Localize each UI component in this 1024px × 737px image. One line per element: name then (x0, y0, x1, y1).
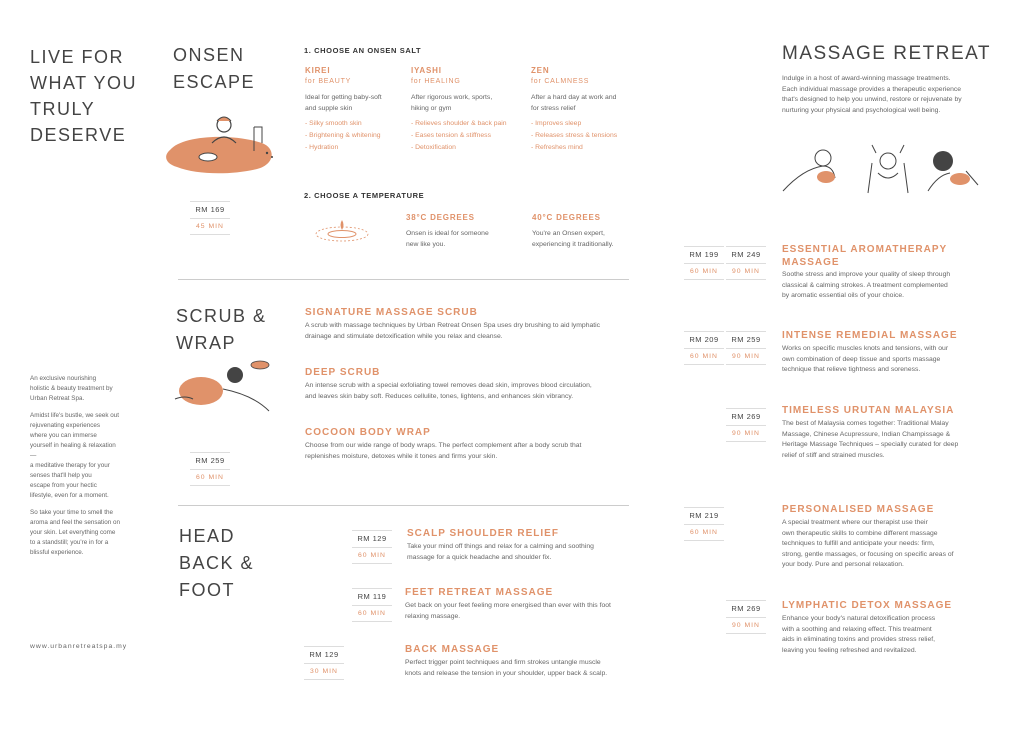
massage-figure-2 (868, 145, 908, 193)
step2-label: 2. CHOOSE A TEMPERATURE (304, 191, 425, 200)
scrub-price: RM 259 (190, 452, 230, 470)
massage-price-box: RM 269 90 MIN (726, 600, 766, 634)
head-price-box-scalp: RM 129 60 MIN (352, 530, 392, 564)
intro-paragraph-3: So take your time to smell the aroma and feel the sensation on your skin. Let everything come to a standstill; you're in for a blissful experience. (30, 509, 120, 556)
head-price-box-feet: RM 119 60 MIN (352, 588, 392, 622)
onsen-duration: 45 MIN (190, 219, 230, 235)
temp-38[interactable]: 38°C DEGREES Onsen is ideal for someone new like you. (406, 213, 489, 248)
scrub-item-signature[interactable]: SIGNATURE MASSAGE SCRUB A scrub with massage techniques by Urban Retreat Onsen Spa uses dry brushing to aid lymphatic drainage and stimulate detoxification while you relax and cleanse. (305, 307, 601, 340)
massage-item-lymphatic[interactable]: LYMPHATIC DETOX MASSAGE Enhance your body's natural detoxification process with a soothing and relaxing effect. This treatment aids in eliminating toxins and provides stress relief, leaving you feeling refreshed and revitalized. (782, 600, 953, 654)
website-link[interactable]: www.urbanretreatspa.my (30, 643, 128, 650)
massage-price-box: RM 219 60 MIN (684, 507, 724, 541)
massage-price-box: RM 259 90 MIN (726, 331, 766, 365)
scrub-illustration (165, 355, 275, 425)
massage-item-personalised[interactable]: PERSONALISED MASSAGE A special treatment where our therapist use their own therapeutic skills to combine different massage techniques to fulfill and anticipate your needs: firm, strong, gentle massages, or focusing on specific areas of your body. Pure and personal relaxation. (782, 504, 954, 568)
massage-price-box: RM 249 90 MIN (726, 246, 766, 280)
head-item-back[interactable]: BACK MASSAGE Perfect trigger point techniques and firm strokes untangle muscle knots and release the tension in your shoulder, upper back & scalp. (405, 644, 608, 677)
massage-figure-3 (928, 151, 978, 191)
massage-intro: Indulge in a host of award-winning massage treatments. Each individual massage provides a therapeutic experience that's designed to help you unwind, restore or rejuvenate by nurturing your physical and psychological well being. (782, 75, 962, 114)
massage-item-remedial[interactable]: INTENSE REMEDIAL MASSAGE Works on specific muscles knots and tensions, with our own combination of deep tissue and sports massage technique that relieve tightness and soreness. (782, 330, 958, 373)
intro-text (30, 374, 140, 558)
intro-paragraph-2: Amidst life's bustle, we seek out rejuvenating experiences where you can immerse yourself in healing & relaxation — a meditative therapy for your senses that'll help you escape from your hectic lifestyle, even for a moment. (30, 412, 120, 499)
scrub-title: SCRUB & WRAP (176, 306, 267, 353)
candle-icon (312, 212, 372, 246)
scrub-price-box (190, 452, 230, 486)
massage-price-box: RM 199 60 MIN (684, 246, 724, 280)
head-item-feet[interactable]: FEET RETREAT MASSAGE Get back on your feet feeling more energised than ever with this foot relaxing massage. (405, 587, 611, 620)
salt-iyashi[interactable]: IYASHI for HEALING After rigorous work, sports, hiking or gym - Relieves shoulder & back pain - Eases tension & stiffness - Detoxification (411, 66, 507, 151)
massage-price-box: RM 269 90 MIN (726, 408, 766, 442)
massage-figure-1 (783, 150, 835, 191)
head-item-scalp[interactable]: SCALP SHOULDER RELIEF Take your mind off things and relax for a calming and soothing massage for a quick headache and shoulder fix. (407, 528, 594, 561)
step1-label: 1. CHOOSE AN ONSEN SALT (304, 46, 422, 55)
salt-kirei[interactable]: KIREI for BEAUTY Ideal for getting baby-soft and supple skin - Silky smooth skin - Brightening & whitening - Hydration (305, 66, 382, 151)
tagline: LIVE FOR WHAT YOU TRULY DESERVE (30, 47, 138, 145)
divider (178, 279, 629, 280)
massage-item-urutan[interactable]: TIMELESS URUTAN MALAYSIA The best of Malaysia comes together: Traditional Malay Massage, Chinese Acupressure, Indian Champissage & Heritage Massage Techniques – specially curated for deep relief of stiff and strained muscles. (782, 405, 959, 459)
divider (178, 505, 629, 506)
salt-zen[interactable]: ZEN for CALMNESS After a hard day at work and for stress relief - Improves sleep - Releases stress & tensions - Refreshes mind (531, 66, 618, 151)
scrub-item-cocoon[interactable]: COCOON BODY WRAP Choose from our wide range of body wraps. The perfect complement after a body scrub that replenishes moisture, detoxes while it tones and firms your skin. (305, 427, 582, 460)
massage-title: MASSAGE RETREAT (782, 43, 992, 64)
massage-price-box: RM 209 60 MIN (684, 331, 724, 365)
onsen-bath-illustration (162, 105, 282, 180)
head-title: HEAD BACK & FOOT (179, 526, 255, 600)
massage-item-aromatherapy[interactable]: ESSENTIAL AROMATHERAPY MASSAGE Soothe stress and improve your quality of sleep through classical & calming strokes. A treatment complemented by aromatic essential oils of your choice. (782, 244, 951, 299)
onsen-price: RM 169 (190, 201, 230, 219)
onsen-title: ONSEN ESCAPE (173, 45, 256, 92)
intro-paragraph-1: An exclusive nourishing holistic & beauty treatment by Urban Retreat Spa. (30, 375, 113, 402)
massage-illustrations (778, 143, 983, 198)
head-price-box-back: RM 129 30 MIN (304, 646, 344, 680)
scrub-duration: 60 MIN (190, 470, 230, 486)
scrub-item-deep[interactable]: DEEP SCRUB An intense scrub with a special exfoliating towel removes dead skin, improves blood circulation, and leaves skin baby soft. Reduces cellulite, tones, lightens, and enhances skin vibrancy. (305, 367, 592, 400)
temp-40[interactable]: 40°C DEGREES You're an Onsen expert, experiencing it traditionally. (532, 213, 614, 248)
onsen-price-box (190, 201, 230, 235)
